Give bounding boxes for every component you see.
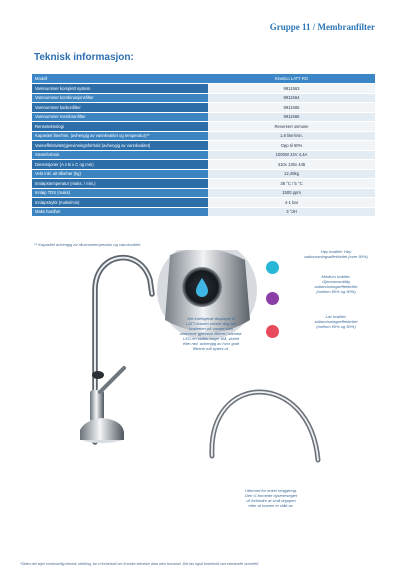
violet-caption [296,274,376,294]
blue-caption [296,249,376,259]
table-row [32,150,375,160]
row-value: Reversert osmose [208,122,375,132]
caption-line: LED-en skifter farge; blå, violett [183,336,239,341]
row-value: Opp til 60% [208,141,375,151]
row-value: 3 °dH [208,207,375,217]
section-title: Teknisk informasjon: [34,52,134,63]
caption-line: saltavvisningseffektivitet [314,319,358,324]
table-row [32,122,375,132]
table-row [32,84,375,94]
table-row [32,188,375,198]
row-label: Vanneffektivitet/gjenvinningsforhold (avhengig av vannkvalitet) [32,141,208,151]
row-value: 1500 ppm [208,188,375,198]
table-row [32,160,375,170]
bottom-disclaimer: *Siden det skjer kontinuerlig teknisk utvikling, tar vi forbehold om å endre tekniske data uten forvarsel. Det tas også forbehold mot eventuelle skrivefeil. [20,562,260,566]
row-label: Varenummer komplett system [32,84,208,94]
table-header-value: Kinetico LATT RO [208,74,375,84]
row-value: 9911565 [208,103,375,113]
row-label: Innløp TDS (maks) [32,188,208,198]
blue-led-indicator [266,261,279,274]
red-caption [296,314,376,329]
row-label: Vekt inkl. alt tilbehør (kg) [32,169,208,179]
row-label: Varenummer membranfilter [32,112,208,122]
caption-line: etter at kranen er slått av. [248,503,294,508]
table-row [32,198,375,208]
row-value: 1,6 liter/min. [208,131,375,141]
table-row [32,207,375,217]
table-row [32,131,375,141]
caption-line: Det intelligente displayet til [187,316,235,321]
table-row [32,103,375,113]
table-header-row [32,74,375,84]
faucet-led-display [92,371,104,379]
table-header-label: Modell [32,74,208,84]
table-row [32,93,375,103]
caption-line: LATT-kranen varsler deg om [185,321,237,326]
caption-line: Høy kvalitet: Høy [320,249,352,254]
row-label: Kapasitet liter/min. (avhengig av vannkvalitet og temperatur)** [32,131,208,141]
table-row [32,112,375,122]
row-label: Renseteknologi [32,122,208,132]
row-label: Maks hardhet [32,207,208,217]
row-label: Varenummer karbonfilter [32,103,208,113]
spout-illustration [212,392,318,460]
caption-line: Medium kvalitet: [321,274,351,279]
spec-table [32,74,375,217]
row-value: 9911564 [208,93,375,103]
row-label: Dimensjoner (A x B x C og mm) [32,160,208,170]
table-footnote: ** Kapasitet avhengig av råvannstemperatur og vannkvalitet. [34,242,142,247]
faucet-illustration [80,258,152,443]
header-separator: / [312,22,316,32]
caption-line: kvaliteten på vannet som [188,326,234,331]
caption-line: Lav kvalitet: [325,314,347,319]
table-row [32,141,375,151]
table-row [32,169,375,179]
row-value: 9911563 [208,84,375,94]
caption-line: strømmer gjennom filteret i sanntid. [179,331,243,336]
row-value: 4-1 bar [208,198,375,208]
red-led-indicator [266,325,279,338]
row-value: 410x 130x 445 [208,160,375,170]
header-group: Gruppe 11 [269,22,311,32]
caption-line: eller rød, avhengig av hvor godt [182,341,240,346]
violet-led-indicator [266,292,279,305]
caption-line: Utformet for enkel rengjøring. [244,488,298,493]
row-label: Varenummer kombinasjonsfilter [32,93,208,103]
row-label: Innløpstrykk (maks/min) [32,198,208,208]
caption-line: filtrene må byttes ut. [192,346,229,351]
caption-line: Gjennomsnittlig [322,279,350,284]
header-category: Membranfilter [317,22,375,32]
spout-caption [226,488,316,508]
row-value: 38 °C / 5 °C [208,179,375,189]
display-caption [165,316,257,351]
caption-line: Den U-formede dyseneseglet [244,493,298,498]
row-value: 1000W 24V 4,4A [208,150,375,160]
row-value: 12,45kg [208,169,375,179]
caption-line: saltavvisningseffektivitet [314,284,358,289]
product-illustrations [0,250,403,550]
row-label: Innløpstemperatur (maks. / min.) [32,179,208,189]
caption-line: (mellom 80% og 90%) [316,289,356,294]
row-value: 9911566 [208,112,375,122]
page-header [270,22,375,32]
table-row [32,179,375,189]
caption-line: saltavvisningsaffektivitet (over 90%) [304,254,368,259]
caption-line: vil forhindre at små dryppen [246,498,296,503]
row-label: Strømforbruk [32,150,208,160]
caption-line: (mellom 80% og 50%) [316,324,356,329]
